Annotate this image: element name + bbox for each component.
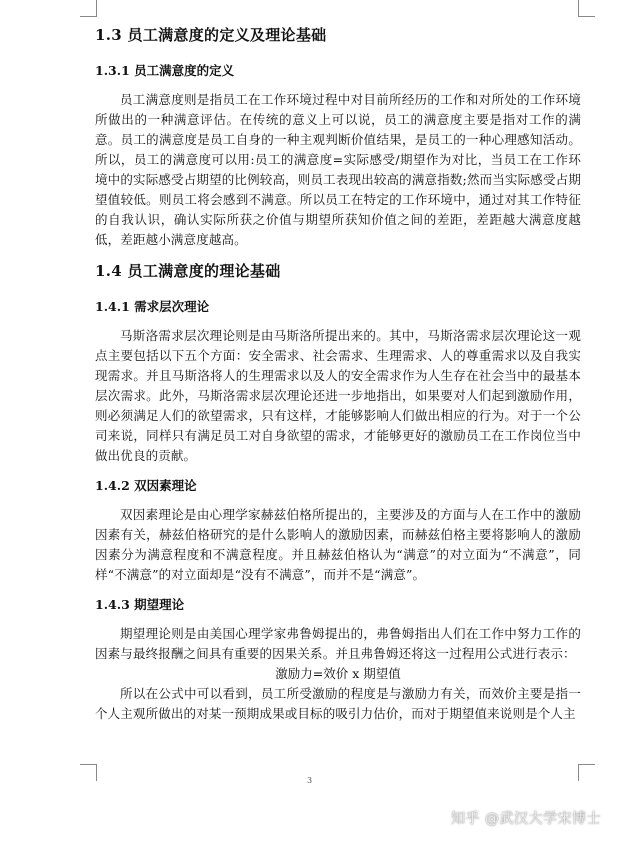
page-number: 3 (306, 776, 313, 785)
margin-mark-top-left (80, 0, 97, 17)
subsection-1-4-2 (95, 476, 581, 585)
subsection-1-4-1 (95, 297, 581, 466)
subsection-heading-1-3-1: 1.3.1 员工满意度的定义 (95, 63, 235, 78)
paragraph-1-3-1: 员工满意度则是指员工在工作环境过程中对目前所经历的工作和对所处的工作环境所做出的一种满意评估。在传统的意义上可以说，员工的满意度主要是指对工作的满意。员工的满意度是员工自身的一种主观判断价值结果，是员工的一种心理感知活动。所以，员工的满意度可以用:员工的满意度=实际感受/期望作为对比，当员工在工作环境中的实际感受占期望的比例较高，则员工表现出较高的满意指数;然而当实际感受占期望值较低。则员工将会感到不满意。所以员工在特定的工作环境中，通过对其工作特征的自我认识，确认实际所获之价值与期望所获知价值之间的差距，差距越大满意度越低，差距越小满意度越高。 (95, 92, 581, 247)
margin-mark-top-right (578, 0, 595, 17)
paragraph-1-4-1: 马斯洛需求层次理论则是由马斯洛所提出来的。其中，马斯洛需求层次理论这一观点主要包括以下五个方面：安全需求、社会需求、生理需求、人的尊重需求以及自我实现需求。并且马斯洛将人的生理需求以及人的安全需求作为人生存在社会当中的最基本层次需求。此外，马斯洛需求层次理论还进一步地指出，如果要对人们起到激励作用，则必须满足人们的欲望需求，只有这样，才能够影响人们做出相应的行为。对于一个公司来说，同样只有满足员工对自身欲望的需求，才能够更好的激励员工在工作岗位当中做出优良的贡献。 (95, 328, 581, 463)
subsection-heading-1-4-3: 1.4.3 期望理论 (95, 597, 185, 612)
section-heading-1-4: 1.4 员工满意度的理论基础 (95, 262, 281, 280)
subsection-1-3-1 (95, 61, 581, 250)
subsection-heading-1-4-2: 1.4.2 双因素理论 (95, 478, 197, 493)
section-heading-1-3: 1.3 员工满意度的定义及理论基础 (95, 26, 327, 44)
watermark: 知乎 @武汉大学宋博士 (451, 811, 601, 827)
paragraph-1-4-2: 双因素理论是由心理学家赫兹伯格所提出的，主要涉及的方面与人在工作中的激励因素有关，赫兹伯格研究的是什么影响人的激励因素，而赫兹伯格主要将影响人的激励因素分为满意程度和不满意程度。并且赫兹伯格认为“满意”的对立面为“不满意”，同样“不满意”的对立面却是“没有不满意”，而并不是“满意”。 (95, 507, 581, 582)
paragraph-1-4-3: 期望理论则是由美国心理学家弗鲁姆提出的，弗鲁姆指出人们在工作中努力工作的因素与最终报酬之间具有重要的因果关系。并且弗鲁姆还将这一过程用公式进行表示： (95, 626, 581, 661)
formula-motivation: 激励力=效价 x 期望值 (275, 666, 401, 681)
subsection-heading-1-4-1: 1.4.1 需求层次理论 (95, 299, 210, 314)
paragraph-1-4-3-continued: 所以在公式中可以看到，员工所受激励的程度是与激励力有关，而效价主要是指一个人主观所做出的对某一预期成果或目标的吸引力估价，而对于期望值来说则是个人主 (95, 686, 581, 721)
subsection-1-4-3 (95, 595, 581, 724)
page-content (95, 20, 581, 734)
